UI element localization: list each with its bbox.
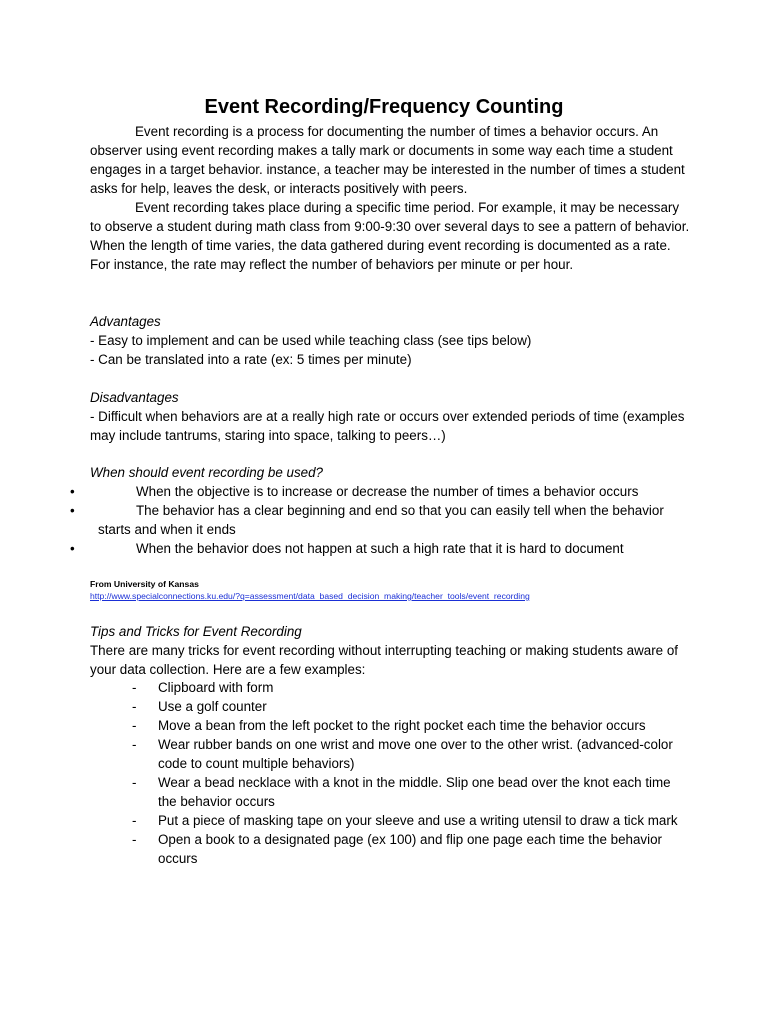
list-item-text: The behavior has a clear beginning and end so that you can easily tell when the behavior starts and when it ends <box>98 503 664 537</box>
source-label: From University of Kansas <box>90 579 199 589</box>
tips-list <box>132 678 692 868</box>
list-item <box>132 716 692 735</box>
dash-icon: - <box>132 832 137 847</box>
list-item <box>132 773 692 811</box>
list-item <box>70 539 690 558</box>
tip-text: Clipboard with form <box>158 680 274 695</box>
list-item <box>132 678 692 697</box>
tip-text: Open a book to a designated page (ex 100) and flip one page each time the behavior occurs <box>158 832 662 866</box>
tip-text: Put a piece of masking tape on your sleeve and use a writing utensil to draw a tick mark <box>158 813 678 828</box>
tips-intro: There are many tricks for event recording without interrupting teaching or making students aware of your data collection. Here are a few examples: <box>90 643 678 677</box>
when-used-heading-wrap <box>90 463 690 482</box>
advantage-item: - Can be translated into a rate (ex: 5 times per minute) <box>90 352 412 367</box>
tips-heading: Tips and Tricks for Event Recording <box>90 624 302 639</box>
bullet-icon: • <box>70 503 75 518</box>
dash-icon: - <box>132 699 137 714</box>
list-item <box>132 811 692 830</box>
dash-icon: - <box>132 737 137 752</box>
advantage-item: - Easy to implement and can be used while teaching class (see tips below) <box>90 333 532 348</box>
disadvantages-section <box>90 388 690 445</box>
intro-paragraph-1: Event recording is a process for documenting the number of times a behavior occurs. An observer using event recording makes a tally mark or documents in some way each time a student engages in a target behavior. instance, a teacher may be interested in the number of times a student asks for help, leaves the desk, or interacts positively with peers. <box>90 124 685 196</box>
when-used-list <box>70 482 690 558</box>
dash-icon: - <box>132 775 137 790</box>
bullet-icon: • <box>70 484 75 499</box>
tip-text: Wear rubber bands on one wrist and move one over to the other wrist. (advanced-color code to count multiple behaviors) <box>158 737 673 771</box>
tips-section <box>90 622 690 679</box>
list-item-text: When the behavior does not happen at such a high rate that it is hard to document <box>136 541 624 556</box>
intro-paragraph-2: Event recording takes place during a specific time period. For example, it may be necessary to observe a student during math class from 9:00-9:30 over several days to see a pattern of behavior. When the length of time varies, the data gathered during event recording is documented as a rate. For instance, the rate may reflect the number of behaviors per minute or per hour. <box>90 200 690 272</box>
list-item <box>70 501 690 539</box>
bullet-icon: • <box>70 541 75 556</box>
when-used-heading: When should event recording be used? <box>90 465 324 480</box>
dash-icon: - <box>132 680 137 695</box>
list-item <box>132 830 692 868</box>
tip-text: Wear a bead necklace with a knot in the middle. Slip one bead over the knot each time the behavior occurs <box>158 775 671 809</box>
tip-text: Move a bean from the left pocket to the right pocket each time the behavior occurs <box>158 718 646 733</box>
disadvantage-text: - Difficult when behaviors are at a really high rate or occurs over extended periods of time (examples may include tantrums, staring into space, talking to peers…) <box>90 409 685 443</box>
source-citation <box>90 578 530 602</box>
tip-text: Use a golf counter <box>158 699 267 714</box>
advantages-heading: Advantages <box>90 314 161 329</box>
list-item <box>70 482 690 501</box>
disadvantages-heading: Disadvantages <box>90 390 179 405</box>
list-item <box>132 697 692 716</box>
intro-section <box>90 122 690 274</box>
dash-icon: - <box>132 718 137 733</box>
page-title: Event Recording/Frequency Counting <box>204 96 564 118</box>
advantages-section <box>90 312 690 369</box>
list-item-text: When the objective is to increase or decrease the number of times a behavior occurs <box>136 484 639 499</box>
list-item <box>132 735 692 773</box>
dash-icon: - <box>132 813 137 828</box>
source-link[interactable]: http://www.specialconnections.ku.edu/?q=assessment/data_based_decision_making/teacher_tools/event_recording <box>90 591 530 601</box>
